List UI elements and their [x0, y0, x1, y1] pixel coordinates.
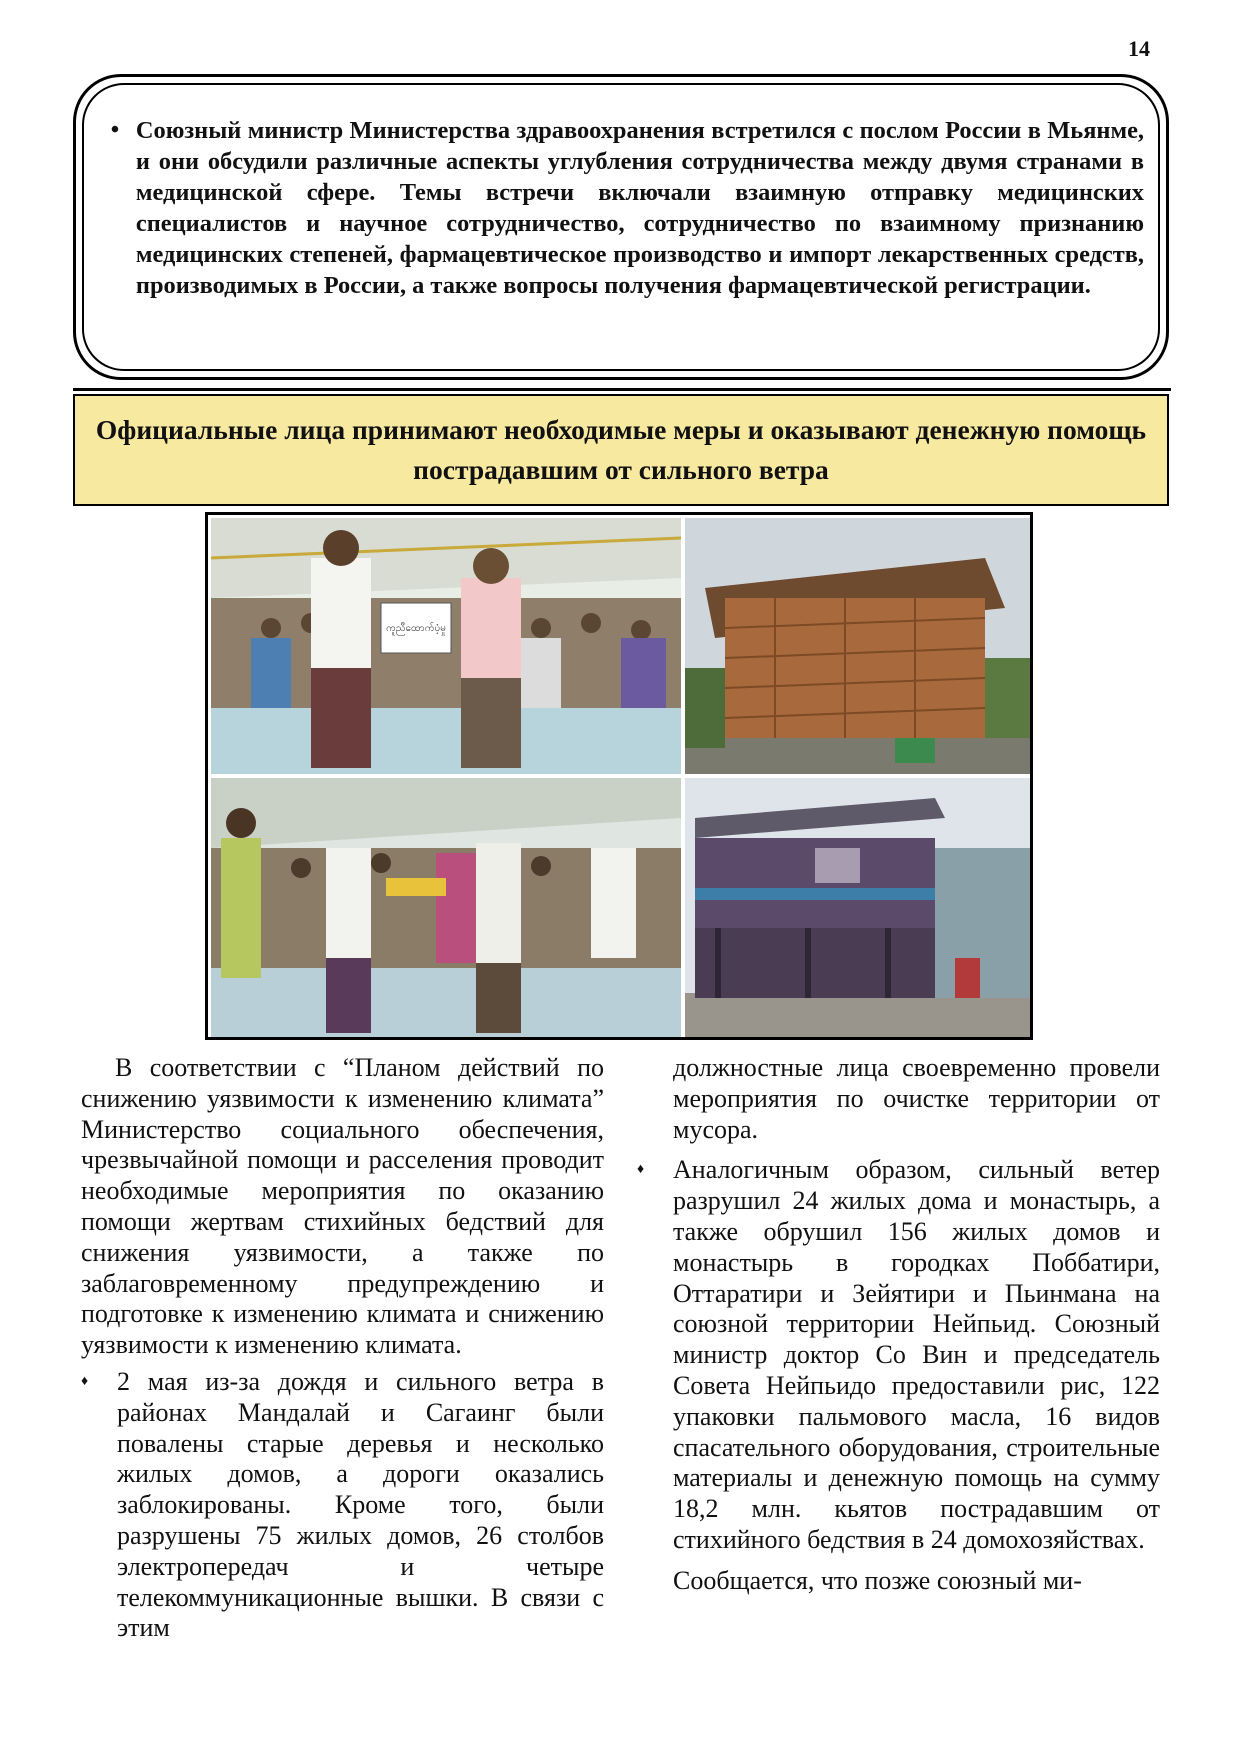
article-item-1 [81, 1367, 604, 1644]
notice-text: Союзный министр Министерства здравоохранения встретился с послом России в Мьянме, и они обсудили различные аспекты углубления сотрудничества между двумя странами в медицинской сфере. Темы встречи включали взаимную отправку медицинских специалистов и научное сотрудничество, сотрудничество по взаимному признанию медицинских степеней, фармацевтическое производство и импорт лекарственных средств, производимых в России, а также вопросы получения фармацевтической регистрации. [135, 117, 1144, 299]
notice-item [94, 115, 1144, 301]
article-column-right [637, 1053, 1160, 1597]
article-intro: В соответствии с “Планом действий по снижению уязвимости к изменению климата” Министерство социального обеспечения, чрезвычайной помощи и расселения проводит необходимые мероприятия по оказанию помощи жертвам стихийных бедствий для снижения уязвимости, а также по заблаговременному предупреждению и подготовке к изменению климата и снижению уязвимости к изменению климата. [81, 1053, 604, 1360]
page-number: 14 [1128, 36, 1150, 61]
diamond-bullet-icon: ♦ [637, 1162, 645, 1178]
photo-ceremony-2 [211, 778, 681, 1037]
article-headline: Официальные лица принимают необходимые меры и оказывают денежную помощь пострадавшим от сильного ветра [95, 414, 1147, 485]
photo-damaged-house-1 [685, 518, 1030, 774]
article-item-2-text: Аналогичным образом, сильный ветер разрушил 24 жилых дома и монастырь, а также обрушил 156 жилых домов и монастырь в городках Поббатири, Оттаратири и Зейятири и Пьинмана на союзной территории Нейпьид. Союзный министр доктор Со Вин и председатель Совета Нейпьидо предоставили рис, 122 упаковки пальмового масла, 16 видов спасательного оборудования, строительные материалы и денежную помощь на сумму 18,2 млн. кьятов пострадавшим от стихийного бедствия в 24 домохозяйствах. [673, 1155, 1160, 1554]
article-closing [637, 1566, 1160, 1597]
article-closing-text: Сообщается, что позже союзный ми- [673, 1565, 1082, 1595]
article-headline-box [73, 394, 1169, 506]
photo-damaged-house-2 [685, 778, 1030, 1037]
article-column-left [81, 1053, 604, 1644]
article-item-2 [637, 1155, 1160, 1555]
notice-box [73, 74, 1169, 380]
divider-rule [73, 388, 1171, 391]
article-item-1-continued-text: должностные лица своевременно провели мероприятия по очистке территории от мусора. [673, 1053, 1160, 1144]
bullet-dot: • [110, 117, 120, 143]
photo-collage [205, 512, 1033, 1040]
article-item-1-continued [637, 1053, 1160, 1145]
donation-sign-text: ကူညီထောက်ပံ့မှု [386, 623, 446, 634]
diamond-bullet-icon: ♦ [81, 1373, 89, 1389]
article-item-1-text: 2 мая из-за дождя и сильного ветра в районах Мандалай и Сагаинг были повалены старые деревья и несколько жилых домов, а дороги оказались заблокированы. Кроме того, были разрушены 75 жилых домов, 26 столбов электропередач и четыре телекоммуникационные вышки. В связи с этим [117, 1366, 604, 1643]
photo-ceremony-1 [211, 518, 681, 774]
